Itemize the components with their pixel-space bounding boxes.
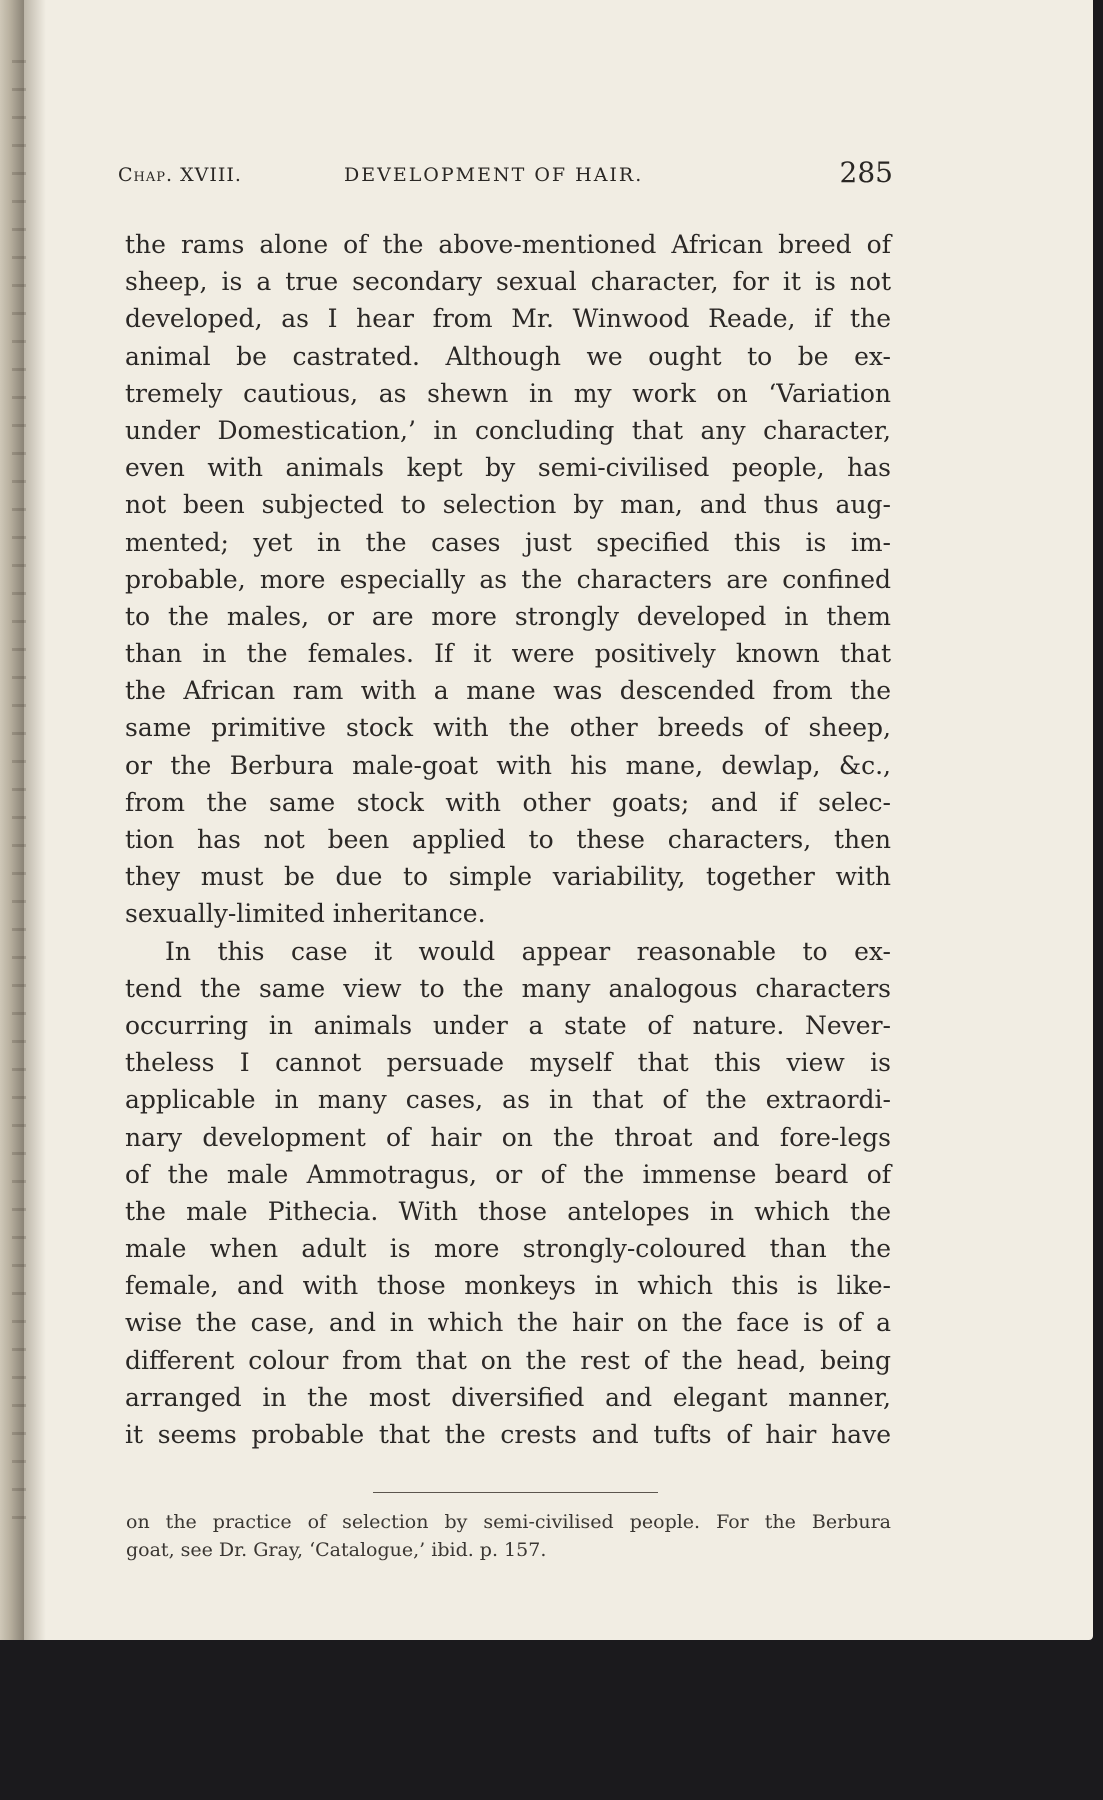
- text-line: than in the females. If it were positively known that: [125, 639, 891, 669]
- text-line: occurring in animals under a state of nature. Never-: [125, 1010, 891, 1040]
- scan-background: [0, 1640, 1103, 1800]
- chapter-label: Chap. XVIII.: [118, 164, 242, 186]
- text-line: male when adult is more strongly-coloured than the: [125, 1234, 891, 1264]
- footnote-line: on the practice of selection by semi-civilised people. For the Berbura: [126, 1511, 891, 1533]
- text-line: nary development of hair on the throat and fore-legs: [125, 1122, 891, 1152]
- text-line: tend the same view to the many analogous characters: [125, 973, 891, 1003]
- text-line: not been subjected to selection by man, and thus aug-: [125, 490, 891, 520]
- text-line: different colour from that on the rest of the head, being: [125, 1345, 891, 1375]
- text-line: it seems probable that the crests and tufts of hair have: [125, 1420, 891, 1449]
- paragraph-start-line: In this case it would appear reasonable to ex-: [165, 936, 891, 966]
- text-line: female, and with those monkeys in which this is like-: [125, 1271, 891, 1301]
- text-line: the African ram with a mane was descended from the: [125, 676, 891, 706]
- text-line: even with animals kept by semi-civilised people, has: [125, 453, 891, 483]
- text-line: sheep, is a true secondary sexual character, for it is not: [125, 267, 891, 297]
- text-line: from the same stock with other goats; and if selec-: [125, 787, 891, 817]
- running-head: [118, 156, 893, 196]
- text-line: tion has not been applied to these characters, then: [125, 825, 891, 854]
- text-line: arranged in the most diversified and elegant manner,: [125, 1382, 891, 1412]
- text-line: of the male Ammotragus, or of the immense beard of: [125, 1159, 891, 1189]
- body-text: [125, 226, 891, 1453]
- text-line: applicable in many cases, as in that of the extraordi-: [125, 1085, 891, 1115]
- footnote: [126, 1508, 891, 1564]
- text-line: animal be castrated. Although we ought to be ex-: [125, 341, 891, 371]
- footnote-rule: [373, 1492, 658, 1493]
- page-number: 285: [839, 156, 893, 189]
- text-line: probable, more especially as the characters are confined: [125, 564, 891, 594]
- text-line: theless I cannot persuade myself that this view is: [125, 1048, 891, 1078]
- paragraph-end-line: sexually-limited inheritance.: [125, 899, 486, 929]
- gutter-shadow: [24, 0, 46, 1640]
- text-line: mented; yet in the cases just specified this is im-: [125, 527, 891, 557]
- text-line: under Domestication,’ in concluding that any character,: [125, 415, 891, 445]
- text-line: wise the case, and in which the hair on the face is of a: [125, 1308, 891, 1338]
- text-line: same primitive stock with the other breeds of sheep,: [125, 713, 891, 743]
- section-title: DEVELOPMENT OF HAIR.: [344, 164, 644, 186]
- text-line: tremely cautious, as shewn in my work on ‘Variation: [125, 378, 891, 408]
- text-line: developed, as I hear from Mr. Winwood Reade, if the: [125, 304, 891, 334]
- text-line: the rams alone of the above-mentioned African breed of: [125, 230, 891, 259]
- text-line: the male Pithecia. With those antelopes in which the: [125, 1196, 891, 1226]
- facing-page-bleed: [12, 60, 26, 1540]
- footnote-line: goat, see Dr. Gray, ‘Catalogue,’ ibid. p. 157.: [126, 1539, 547, 1561]
- text-line: or the Berbura male-goat with his mane, dewlap, &c.,: [125, 750, 891, 780]
- text-line: to the males, or are more strongly developed in them: [125, 601, 891, 631]
- text-line: they must be due to simple variability, together with: [125, 862, 891, 892]
